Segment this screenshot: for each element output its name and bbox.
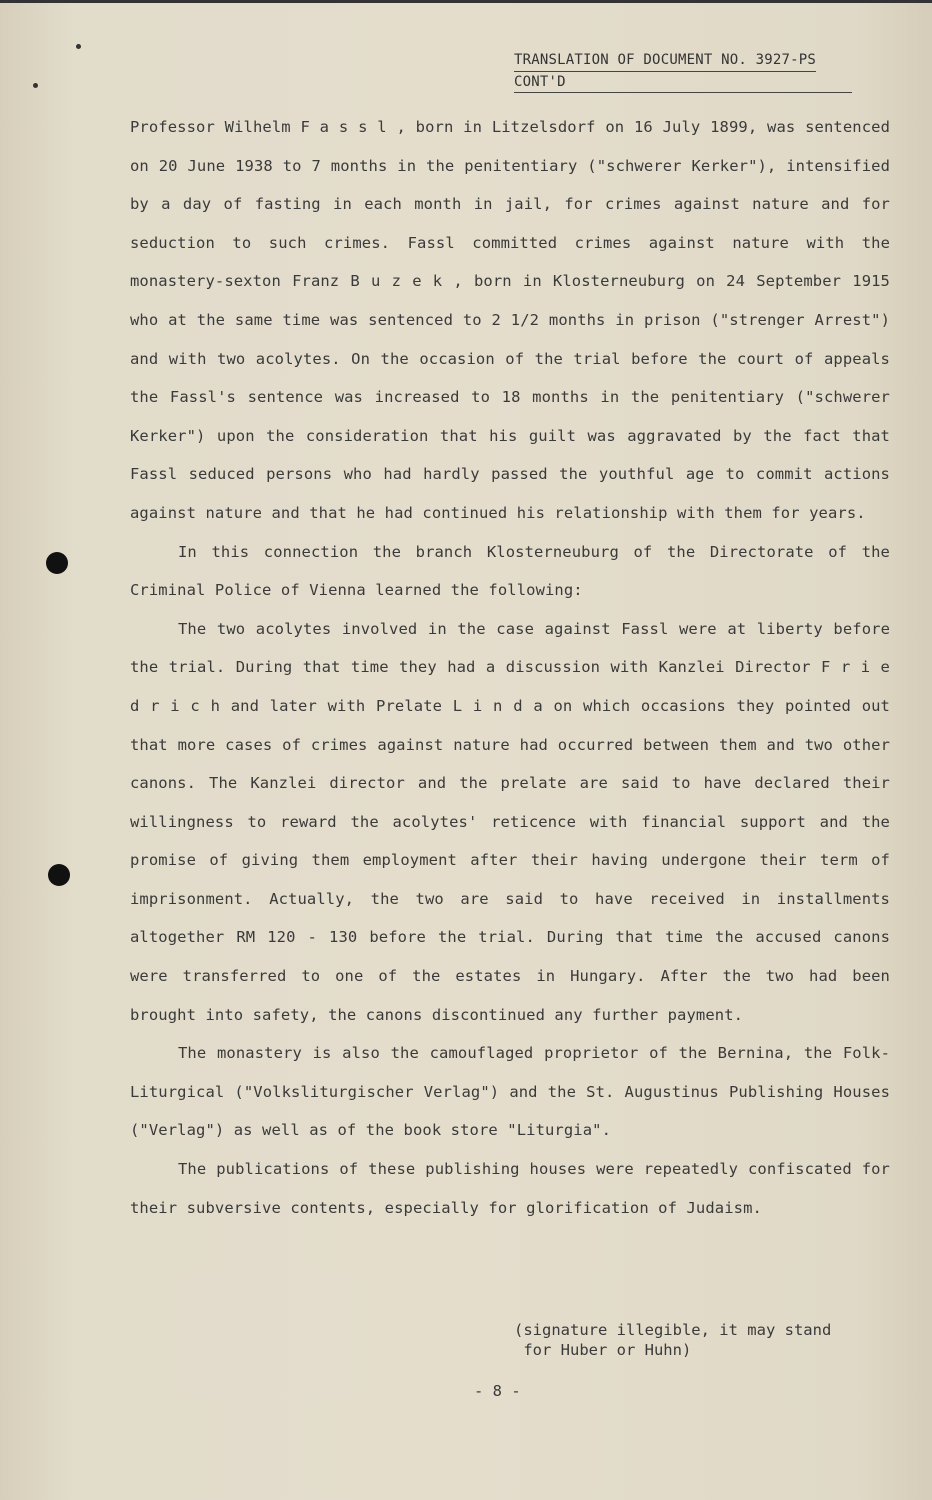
paragraph-police-findings: In this connection the branch Klosterneuburg of the Directorate of the Criminal Police of Vienna learned the following: <box>130 542 890 600</box>
ink-speck <box>33 83 38 88</box>
header-title: TRANSLATION OF DOCUMENT NO. 3927-PS <box>514 50 816 72</box>
paragraph-confiscations: The publications of these publishing houses were repeatedly confiscated for their subversive contents, especially for glorification of Judaism. <box>130 1160 890 1217</box>
paragraph-publishing-houses: The monastery is also the camouflaged proprietor of the Bernina, the Folk-Liturgical ("Volksliturgischer Verlag") and the St. Augustinus Publishing Houses ("Verlag") as well as of the book store "Liturgia". <box>130 1044 890 1140</box>
punch-hole <box>48 864 70 886</box>
punch-hole <box>46 552 68 574</box>
paragraph-fassl-sentence: Professor Wilhelm F a s s l , born in Litzelsdorf on 16 July 1899, was sentenced on 20 June 1938 to 7 months in the penitentiary ("schwerer Kerker"), intensified by a day of fasting in each month in jail, for crimes against nature and for seduction to such crimes. Fassl committed crimes against nature with the monastery-sexton Franz B u z e k , born in Klosterneuburg on 24 September 1915 who at the same time was sentenced to 2 1/2 months in prison ("strenger Arrest") and with two acolytes. On the occasion of the trial before the court of appeals the Fassl's sentence was increased to 18 months in the penitentiary ("schwerer Kerker") upon the consideration that his guilt was aggravated by the fact that Fassl seduced persons who had hardly passed the youthful age to commit actions against nature and that he had continued his relationship with them for years. <box>130 118 890 522</box>
signature-note: (signature illegible, it may stand for Huber or Huhn) <box>514 1321 832 1359</box>
document-header <box>514 50 852 93</box>
ink-speck <box>76 44 81 49</box>
header-continued: CONT'D <box>514 72 852 93</box>
document-body <box>130 108 890 1227</box>
top-edge-line <box>0 0 932 3</box>
page-number: - 8 - <box>474 1382 521 1400</box>
paragraph-acolytes: The two acolytes involved in the case against Fassl were at liberty before the trial. During that time they had a discussion with Kanzlei Director F r i e d r i c h and later with Prelate L i n d a on which occasions they pointed out that more cases of crimes against nature had occurred between them and two other canons. The Kanzlei director and the prelate are said to have declared their willingness to reward the acolytes' reticence with financial support and the promise of giving them employment after their having undergone their term of imprisonment. Actually, the two are said to have received in installments altogether RM 120 - 130 before the trial. During that time the accused canons were transferred to one of the estates in Hungary. After the two had been brought into safety, the canons discontinued any further payment. <box>130 619 890 1024</box>
